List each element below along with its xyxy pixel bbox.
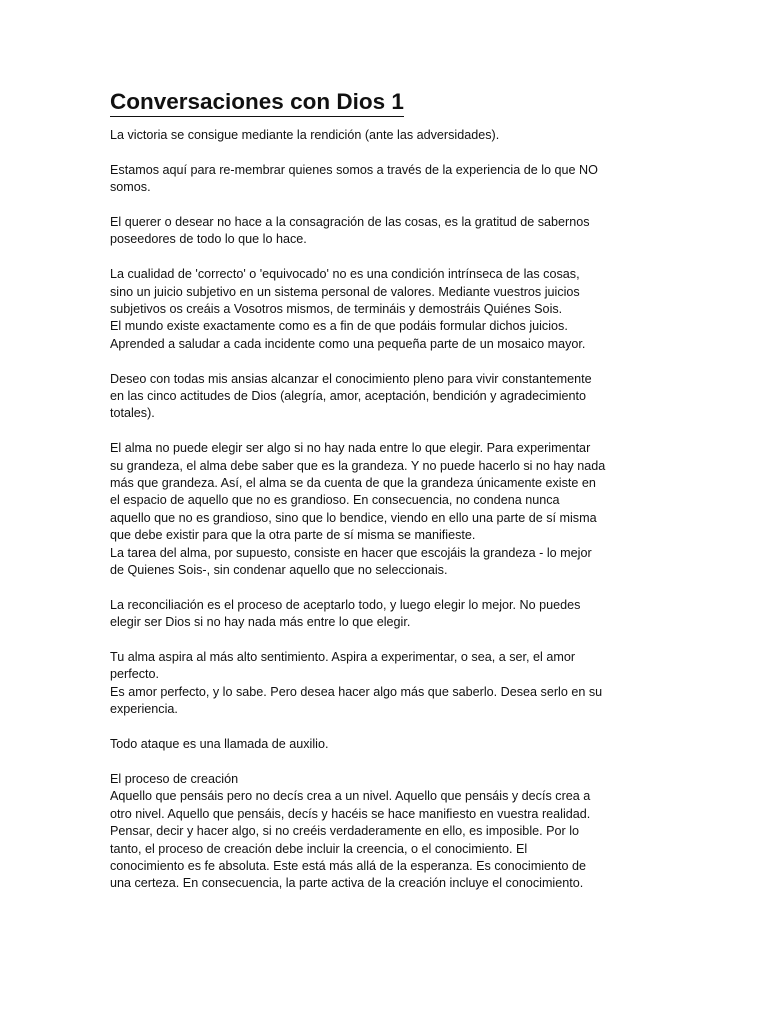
text-line: conocimiento es fe absoluta. Este está más allá de la esperanza. Es conocimiento de	[110, 858, 587, 873]
text-line: El proceso de creación	[110, 771, 239, 786]
paragraph	[110, 771, 662, 893]
text-line: El querer o desear no hace a la consagración de las cosas, es la gratitud de sabernos	[110, 215, 590, 229]
text-line: Aquello que pensáis pero no decís crea a un nivel. Aquello que pensáis y decís crea a	[110, 789, 591, 804]
paragraph	[110, 214, 662, 249]
text-line: en las cinco actitudes de Dios (alegría, amor, aceptación, bendición y agradecimiento	[110, 389, 587, 404]
text-line: Pensar, decir y hacer algo, si no creéis verdaderamente en ello, es imposible. Por lo	[110, 824, 580, 839]
text-line: aquello que no es grandioso, sino que lo bendice, viendo en ello una parte de sí misma	[110, 510, 597, 525]
paragraph	[110, 440, 662, 579]
text-line: El mundo existe exactamente como es a fin de que podáis formular dichos juicios.	[110, 319, 568, 334]
text-line: Es amor perfecto, y lo sabe. Pero desea hacer algo más que saberlo. Desea serlo en su	[110, 684, 603, 699]
text-line: el espacio de aquello que no es grandioso. En consecuencia, no condena nunca	[110, 493, 560, 508]
text-line: Aprended a saludar a cada incidente como una pequeña parte de un mosaico mayor.	[110, 336, 586, 351]
text-line: El alma no puede elegir ser algo si no hay nada entre lo que elegir. Para experimentar	[110, 441, 591, 456]
text-line: Deseo con todas mis ansias alcanzar el conocimiento pleno para vivir constantemente	[110, 371, 592, 386]
text-line: perfecto.	[110, 667, 160, 682]
text-line: subjetivos os creáis a Vosotros mismos, de termináis y demostráis Quiénes Sois.	[110, 302, 563, 317]
text-line: poseedores de todo lo que lo hace.	[110, 232, 307, 247]
text-line: Todo ataque es una llamada de auxilio.	[110, 737, 329, 752]
text-line: somos.	[110, 180, 151, 195]
paragraph	[110, 649, 662, 719]
text-line: elegir ser Dios si no hay nada más entre lo que elegir.	[110, 615, 411, 630]
text-line: una certeza. En consecuencia, la parte activa de la creación incluye el conocimiento.	[110, 876, 584, 891]
paragraph	[110, 266, 662, 353]
text-line: totales).	[110, 406, 155, 421]
text-line: que debe existir para que la otra parte de sí misma se manifieste.	[110, 528, 476, 543]
text-line: Estamos aquí para re-membrar quienes somos a través de la experiencia de lo que NO	[110, 162, 598, 177]
paragraph	[110, 371, 662, 423]
text-line: experiencia.	[110, 702, 178, 717]
text-line: sino un juicio subjetivo en un sistema personal de valores. Mediante vuestros juicios	[110, 284, 580, 299]
paragraph	[110, 127, 662, 144]
text-line: Tu alma aspira al más alto sentimiento. Aspira a experimentar, o sea, a ser, el amor	[110, 650, 576, 665]
text-line: La cualidad de 'correcto' o 'equivocado' no es una condición intrínseca de las cosas,	[110, 267, 580, 282]
paragraph	[110, 162, 662, 197]
text-line: de Quienes Sois-, sin condenar aquello que no seleccionais.	[110, 563, 448, 578]
text-line: tanto, el proceso de creación debe incluir la creencia, o el conocimiento. El	[110, 841, 528, 856]
paragraph	[110, 736, 662, 753]
text-line: La victoria se consigue mediante la rendición (ante las adversidades).	[110, 128, 500, 142]
text-line: más que grandeza. Así, el alma se da cuenta de que la grandeza únicamente existe en	[110, 476, 596, 491]
paragraph-list	[110, 127, 662, 893]
text-line: La tarea del alma, por supuesto, consiste en hacer que escojáis la grandeza - lo mejor	[110, 545, 592, 560]
text-line: otro nivel. Aquello que pensáis, decís y hacéis se hace manifiesto en vuestra realidad.	[110, 806, 591, 821]
paragraph	[110, 597, 662, 632]
document-body	[110, 88, 662, 910]
document-title: Conversaciones con Dios 1	[110, 88, 404, 117]
text-line: La reconciliación es el proceso de aceptarlo todo, y luego elegir lo mejor. No puedes	[110, 597, 581, 612]
text-line: su grandeza, el alma debe saber que es la grandeza. Y no puede hacerlo si no hay nada	[110, 458, 606, 473]
